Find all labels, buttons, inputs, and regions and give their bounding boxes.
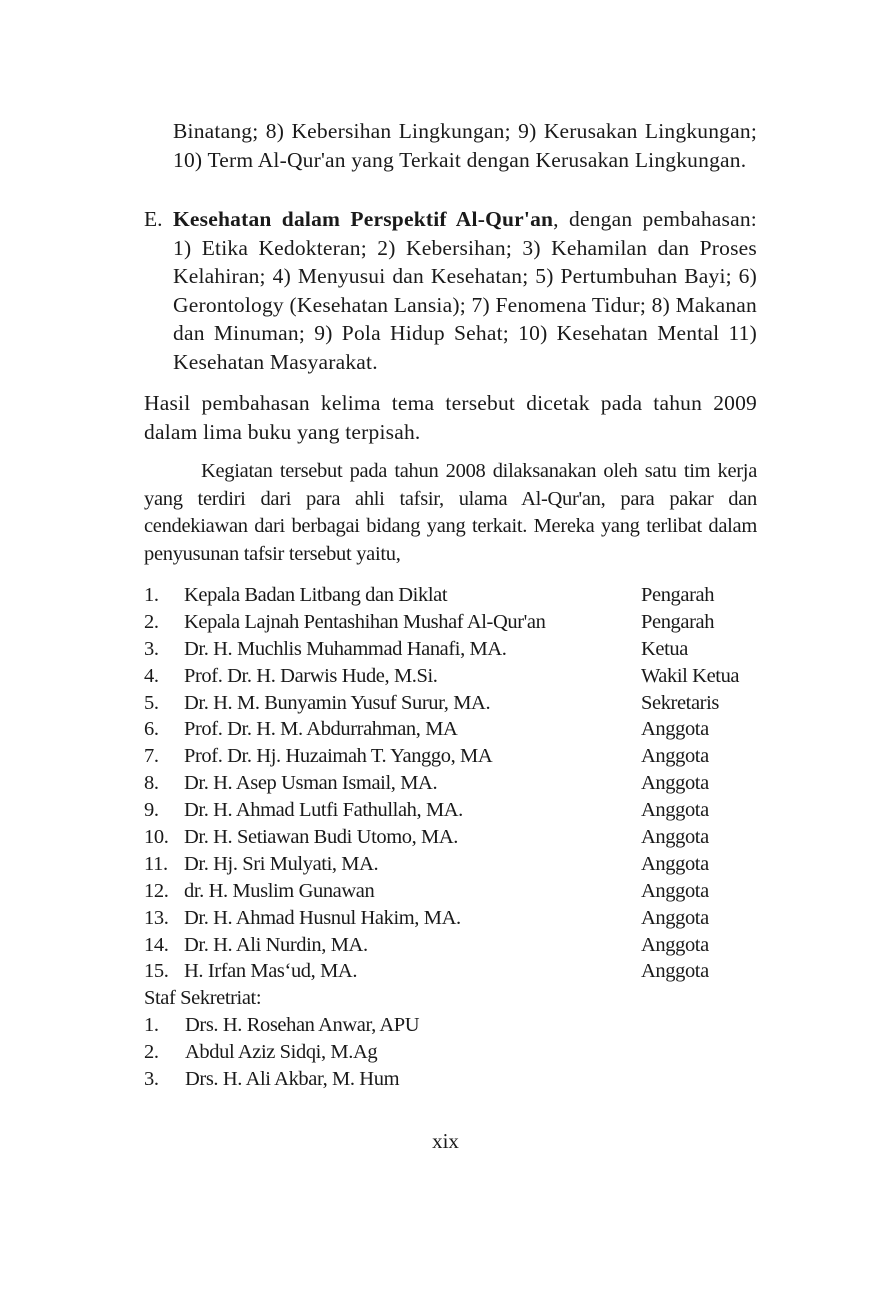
team-member-name: Prof. Dr. H. Darwis Hude, M.Si.: [184, 664, 438, 687]
hasil-paragraph: Hasil pembahasan kelima tema tersebut dicetak pada tahun 2009 dalam lima buku yang terpisah.: [144, 391, 757, 444]
team-member-role: Wakil Ketua: [641, 664, 740, 687]
team-member-name: H. Irfan Mas‘ud, MA.: [184, 960, 358, 983]
page-number: xix: [432, 1129, 459, 1153]
staff-row-number: 2.: [144, 1040, 159, 1063]
list-item-e: [144, 205, 757, 376]
team-member-role: Ketua: [641, 637, 688, 660]
team-member-name: Dr. H. Ahmad Lutfi Fathullah, MA.: [184, 799, 463, 822]
team-row: [144, 716, 764, 743]
team-member-role: Anggota: [641, 960, 709, 983]
list-marker-e: E.: [144, 207, 163, 231]
team-row: [144, 582, 764, 609]
list-item-e-body: [173, 205, 757, 376]
team-row: [144, 851, 764, 878]
team-member-name: Dr. Hj. Sri Mulyati, MA.: [184, 852, 379, 875]
team-row: [144, 690, 764, 717]
team-member-name: Dr. H. Asep Usman Ismail, MA.: [184, 772, 438, 795]
team-member-role: Anggota: [641, 879, 709, 902]
team-member-role: Anggota: [641, 772, 709, 795]
team-member-role: Anggota: [641, 826, 709, 849]
team-member-role: Anggota: [641, 718, 709, 741]
team-row: [144, 932, 764, 959]
staff-list: [144, 1012, 644, 1093]
team-member-name: Dr. H. Ahmad Husnul Hakim, MA.: [184, 906, 461, 929]
team-member-role: Sekretaris: [641, 691, 719, 714]
team-member-role: Anggota: [641, 799, 709, 822]
team-member-role: Pengarah: [641, 584, 715, 606]
team-row-number: 10.: [144, 826, 169, 849]
team-member-name: Dr. H. M. Bunyamin Yusuf Surur, MA.: [184, 691, 491, 714]
team-row: [144, 636, 764, 663]
team-member-role: Anggota: [641, 933, 709, 956]
team-row-number: 5.: [144, 691, 159, 714]
team-row: [144, 609, 764, 636]
kegiatan-paragraph: Kegiatan tersebut pada tahun 2008 dilaksanakan oleh satu tim kerja yang terdiri dari para ahli tafsir, ulama Al-Qur'an, para pakar dan cendekiawan dari berbagai bidang yang terkait. Mereka yang terlibat dalam penyusunan tafsir tersebut yaitu,: [144, 460, 757, 565]
staff-row: [144, 1012, 644, 1039]
staff-member-name: Drs. H. Rosehan Anwar, APU: [185, 1014, 420, 1036]
staff-heading: Staf Sekretriat:: [144, 987, 262, 1009]
team-row-number: 15.: [144, 960, 169, 983]
team-row-number: 2.: [144, 610, 159, 633]
team-member-name: Dr. H. Ali Nurdin, MA.: [184, 933, 368, 956]
team-row: [144, 958, 764, 985]
team-row: [144, 905, 764, 932]
team-row-number: 14.: [144, 933, 169, 956]
team-row-number: 3.: [144, 637, 159, 660]
staff-row: [144, 1066, 644, 1093]
staff-row: [144, 1039, 644, 1066]
team-row-number: 9.: [144, 799, 159, 822]
team-row: [144, 770, 764, 797]
team-row: [144, 878, 764, 905]
team-row-number: 8.: [144, 772, 159, 795]
continuation-paragraph: Binatang; 8) Kebersihan Lingkungan; 9) Kerusakan Lingkungan; 10) Term Al-Qur'an yang Terkait dengan Kerusakan Lingkungan.: [173, 119, 757, 172]
team-member-name: Dr. H. Muchlis Muhammad Hanafi, MA.: [184, 637, 507, 660]
list-item-e-text: , dengan pembahasan: 1) Etika Kedokteran; 2) Kebersihan; 3) Kehamilan dan Proses Kelahiran; 4) Menyusui dan Kesehatan; 5) Pertumbuhan Bayi; 6) Gerontology (Kesehatan Lansia); 7) Fenomena Tidur; 8) Makanan dan Minuman; 9) Pola Hidup Sehat; 10) Kesehatan Mental 11) Kesehatan Masyarakat.: [173, 207, 757, 374]
staff-member-name: Drs. H. Ali Akbar, M. Hum: [185, 1067, 400, 1090]
team-row-number: 4.: [144, 664, 159, 687]
team-row: [144, 663, 764, 690]
team-member-role: Anggota: [641, 745, 709, 768]
team-member-role: Pengarah: [641, 610, 715, 633]
staff-member-name: Abdul Aziz Sidqi, M.Ag: [185, 1040, 378, 1063]
team-member-name: Kepala Badan Litbang dan Diklat: [184, 584, 448, 606]
team-member-name: Prof. Dr. H. M. Abdurrahman, MA: [184, 718, 458, 741]
team-row: [144, 743, 764, 770]
team-row-number: 11.: [144, 852, 168, 875]
team-member-role: Anggota: [641, 906, 709, 929]
team-row-number: 12.: [144, 879, 169, 902]
team-row: [144, 824, 764, 851]
staff-row-number: 3.: [144, 1067, 159, 1090]
team-member-name: Prof. Dr. Hj. Huzaimah T. Yanggo, MA: [184, 745, 493, 768]
list-item-e-title: Kesehatan dalam Perspektif Al-Qur'an: [173, 207, 554, 231]
team-row: [144, 797, 764, 824]
team-member-role: Anggota: [641, 852, 709, 875]
team-row-number: 1.: [144, 584, 159, 606]
staff-row-number: 1.: [144, 1014, 159, 1036]
team-row-number: 13.: [144, 906, 169, 929]
team-member-name: Kepala Lajnah Pentashihan Mushaf Al-Qur'an: [184, 610, 546, 633]
team-list: [144, 582, 764, 985]
team-row-number: 6.: [144, 718, 159, 741]
team-member-name: Dr. H. Setiawan Budi Utomo, MA.: [184, 826, 459, 849]
team-row-number: 7.: [144, 745, 159, 768]
team-member-name: dr. H. Muslim Gunawan: [184, 879, 375, 902]
